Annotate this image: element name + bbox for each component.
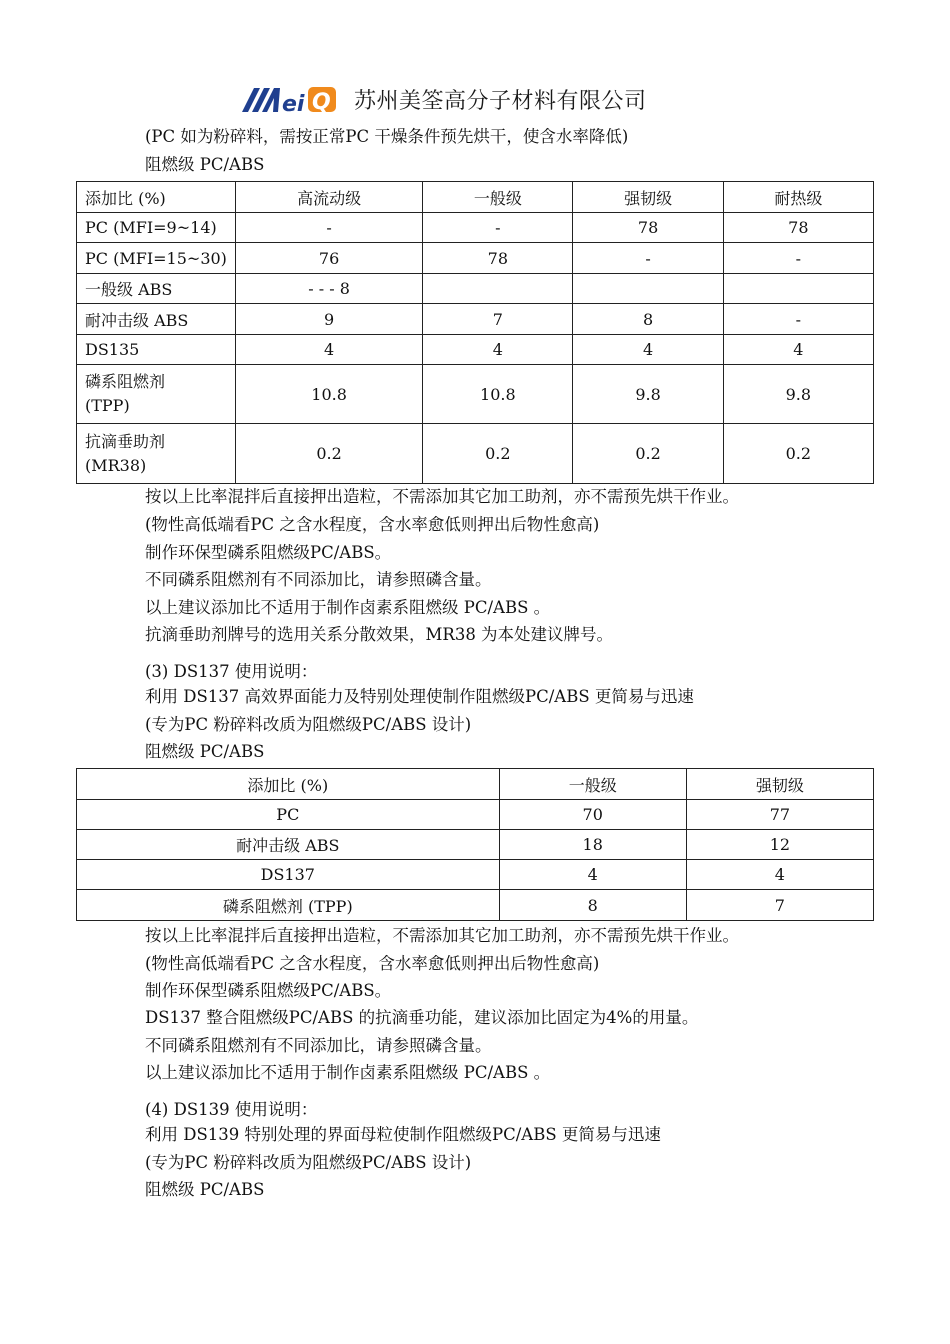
section-line: 利用 DS137 高效界面能力及特别处理使制作阻燃级PC/ABS 更简易与迅速: [145, 687, 694, 706]
table-cell: 8: [499, 890, 686, 921]
table-cell: 7: [686, 890, 873, 921]
company-logo: [240, 84, 352, 114]
page-header: [240, 82, 647, 116]
table-header-cell: 强韧级: [686, 769, 873, 800]
table-cell: -: [423, 213, 573, 243]
note-line: 按以上比率混拌后直接押出造粒，不需添加其它加工助剂，亦不需预先烘干作业。: [145, 487, 739, 506]
table-cell: 4: [236, 335, 423, 365]
section-line: (专为PC 粉碎料改质为阻燃级PC/ABS 设计): [145, 1153, 472, 1172]
table-row: [77, 243, 874, 274]
table-cell: 76: [236, 243, 423, 274]
table-header-cell: 添加比 (%): [77, 182, 236, 213]
table-cell: -: [236, 213, 423, 243]
table-cell: 耐冲击级 ABS: [77, 304, 236, 335]
table-cell: 0.2: [723, 424, 873, 484]
table-header-cell: 添加比 (%): [77, 769, 500, 800]
table-cell: 4: [423, 335, 573, 365]
table-cell: 8: [573, 304, 723, 335]
table-cell: 12: [686, 830, 873, 860]
table-cell: 18: [499, 830, 686, 860]
note-line: 抗滴垂助剂牌号的选用关系分散效果，MR38 为本处建议牌号。: [145, 625, 614, 644]
table-cell: 77: [686, 800, 873, 830]
note-line: 按以上比率混拌后直接押出造粒，不需添加其它加工助剂，亦不需预先烘干作业。: [145, 926, 739, 945]
section-heading: (4) DS139 使用说明：: [145, 1100, 318, 1119]
table-cell: 78: [573, 213, 723, 243]
section-line: 阻燃级 PC/ABS: [145, 742, 265, 761]
table-cell: [573, 274, 723, 304]
table-cell: 4: [573, 335, 723, 365]
table-ds137: [76, 768, 874, 921]
table-cell: 磷系阻燃剂 (TPP): [77, 365, 236, 424]
table-header-cell: 一般级: [423, 182, 573, 213]
table-cell: 9: [236, 304, 423, 335]
section-line: 阻燃级 PC/ABS: [145, 1180, 265, 1199]
table-cell: 7: [423, 304, 573, 335]
table-cell: 抗滴垂助剂 (MR38): [77, 424, 236, 484]
table-cell: PC (MFI=9~14): [77, 213, 236, 243]
table-header-cell: 一般级: [499, 769, 686, 800]
section-line: 利用 DS139 特别处理的界面母粒使制作阻燃级PC/ABS 更简易与迅速: [145, 1125, 661, 1144]
table-cell: 78: [423, 243, 573, 274]
table-cell: 9.8: [573, 365, 723, 424]
table-cell: PC: [77, 800, 500, 830]
table-cell: 4: [499, 860, 686, 890]
note-line: 制作环保型磷系阻燃级PC/ABS。: [145, 981, 392, 1000]
table-cell: PC (MFI=15~30): [77, 243, 236, 274]
note-line: (物性高低端看PC 之含水程度，含水率愈低则押出后物性愈高): [145, 954, 600, 973]
company-name: 苏州美筌高分子材料有限公司: [354, 88, 647, 114]
table-cell: DS137: [77, 860, 500, 890]
table-cell: 一般级 ABS: [77, 274, 236, 304]
table-cell: [723, 274, 873, 304]
table-row: [77, 860, 874, 890]
table-cell: -: [573, 243, 723, 274]
svg-text:ei: ei: [282, 92, 305, 114]
table-cell: 70: [499, 800, 686, 830]
table-cell: 9.8: [723, 365, 873, 424]
table-cell: 10.8: [236, 365, 423, 424]
table-cell: [423, 274, 573, 304]
note-line: DS137 整合阻燃级PC/ABS 的抗滴垂功能，建议添加比固定为4%的用量。: [145, 1008, 699, 1027]
table-row: [77, 424, 874, 484]
table-header-row: [77, 182, 874, 213]
note-line: 制作环保型磷系阻燃级PC/ABS。: [145, 543, 392, 562]
intro-line: 阻燃级 PC/ABS: [145, 155, 265, 174]
table-cell: 0.2: [423, 424, 573, 484]
note-line: 以上建议添加比不适用于制作卤素系阻燃级 PC/ABS 。: [145, 598, 551, 617]
table-cell: 10.8: [423, 365, 573, 424]
table-cell: - - - 8: [236, 274, 423, 304]
table-header-cell: 强韧级: [573, 182, 723, 213]
table-row: [77, 335, 874, 365]
note-line: 不同磷系阻燃剂有不同添加比，请参照磷含量。: [145, 570, 492, 589]
table-row: [77, 365, 874, 424]
table-cell: -: [723, 243, 873, 274]
table-row: [77, 830, 874, 860]
table-row: [77, 800, 874, 830]
note-line: 以上建议添加比不适用于制作卤素系阻燃级 PC/ABS 。: [145, 1063, 551, 1082]
table-cell: 78: [723, 213, 873, 243]
table-row: [77, 890, 874, 921]
table-cell: DS135: [77, 335, 236, 365]
note-line: (物性高低端看PC 之含水程度，含水率愈低则押出后物性愈高): [145, 515, 600, 534]
svg-text:Q: Q: [312, 90, 331, 114]
table-cell: 4: [686, 860, 873, 890]
table-header-row: [77, 769, 874, 800]
table-row: [77, 274, 874, 304]
table-header-cell: 耐热级: [723, 182, 873, 213]
table-cell: -: [723, 304, 873, 335]
intro-line: (PC 如为粉碎料，需按正常PC 干燥条件预先烘干，使含水率降低): [145, 127, 629, 146]
table-ds135: [76, 181, 874, 484]
table-row: [77, 213, 874, 243]
note-line: 不同磷系阻燃剂有不同添加比，请参照磷含量。: [145, 1036, 492, 1055]
table-cell: 4: [723, 335, 873, 365]
table-cell: 0.2: [573, 424, 723, 484]
section-line: (专为PC 粉碎料改质为阻燃级PC/ABS 设计): [145, 715, 472, 734]
table-row: [77, 304, 874, 335]
table-cell: 0.2: [236, 424, 423, 484]
table-cell: 磷系阻燃剂 (TPP): [77, 890, 500, 921]
section-heading: (3) DS137 使用说明：: [145, 662, 318, 681]
table-cell: 耐冲击级 ABS: [77, 830, 500, 860]
table-header-cell: 高流动级: [236, 182, 423, 213]
